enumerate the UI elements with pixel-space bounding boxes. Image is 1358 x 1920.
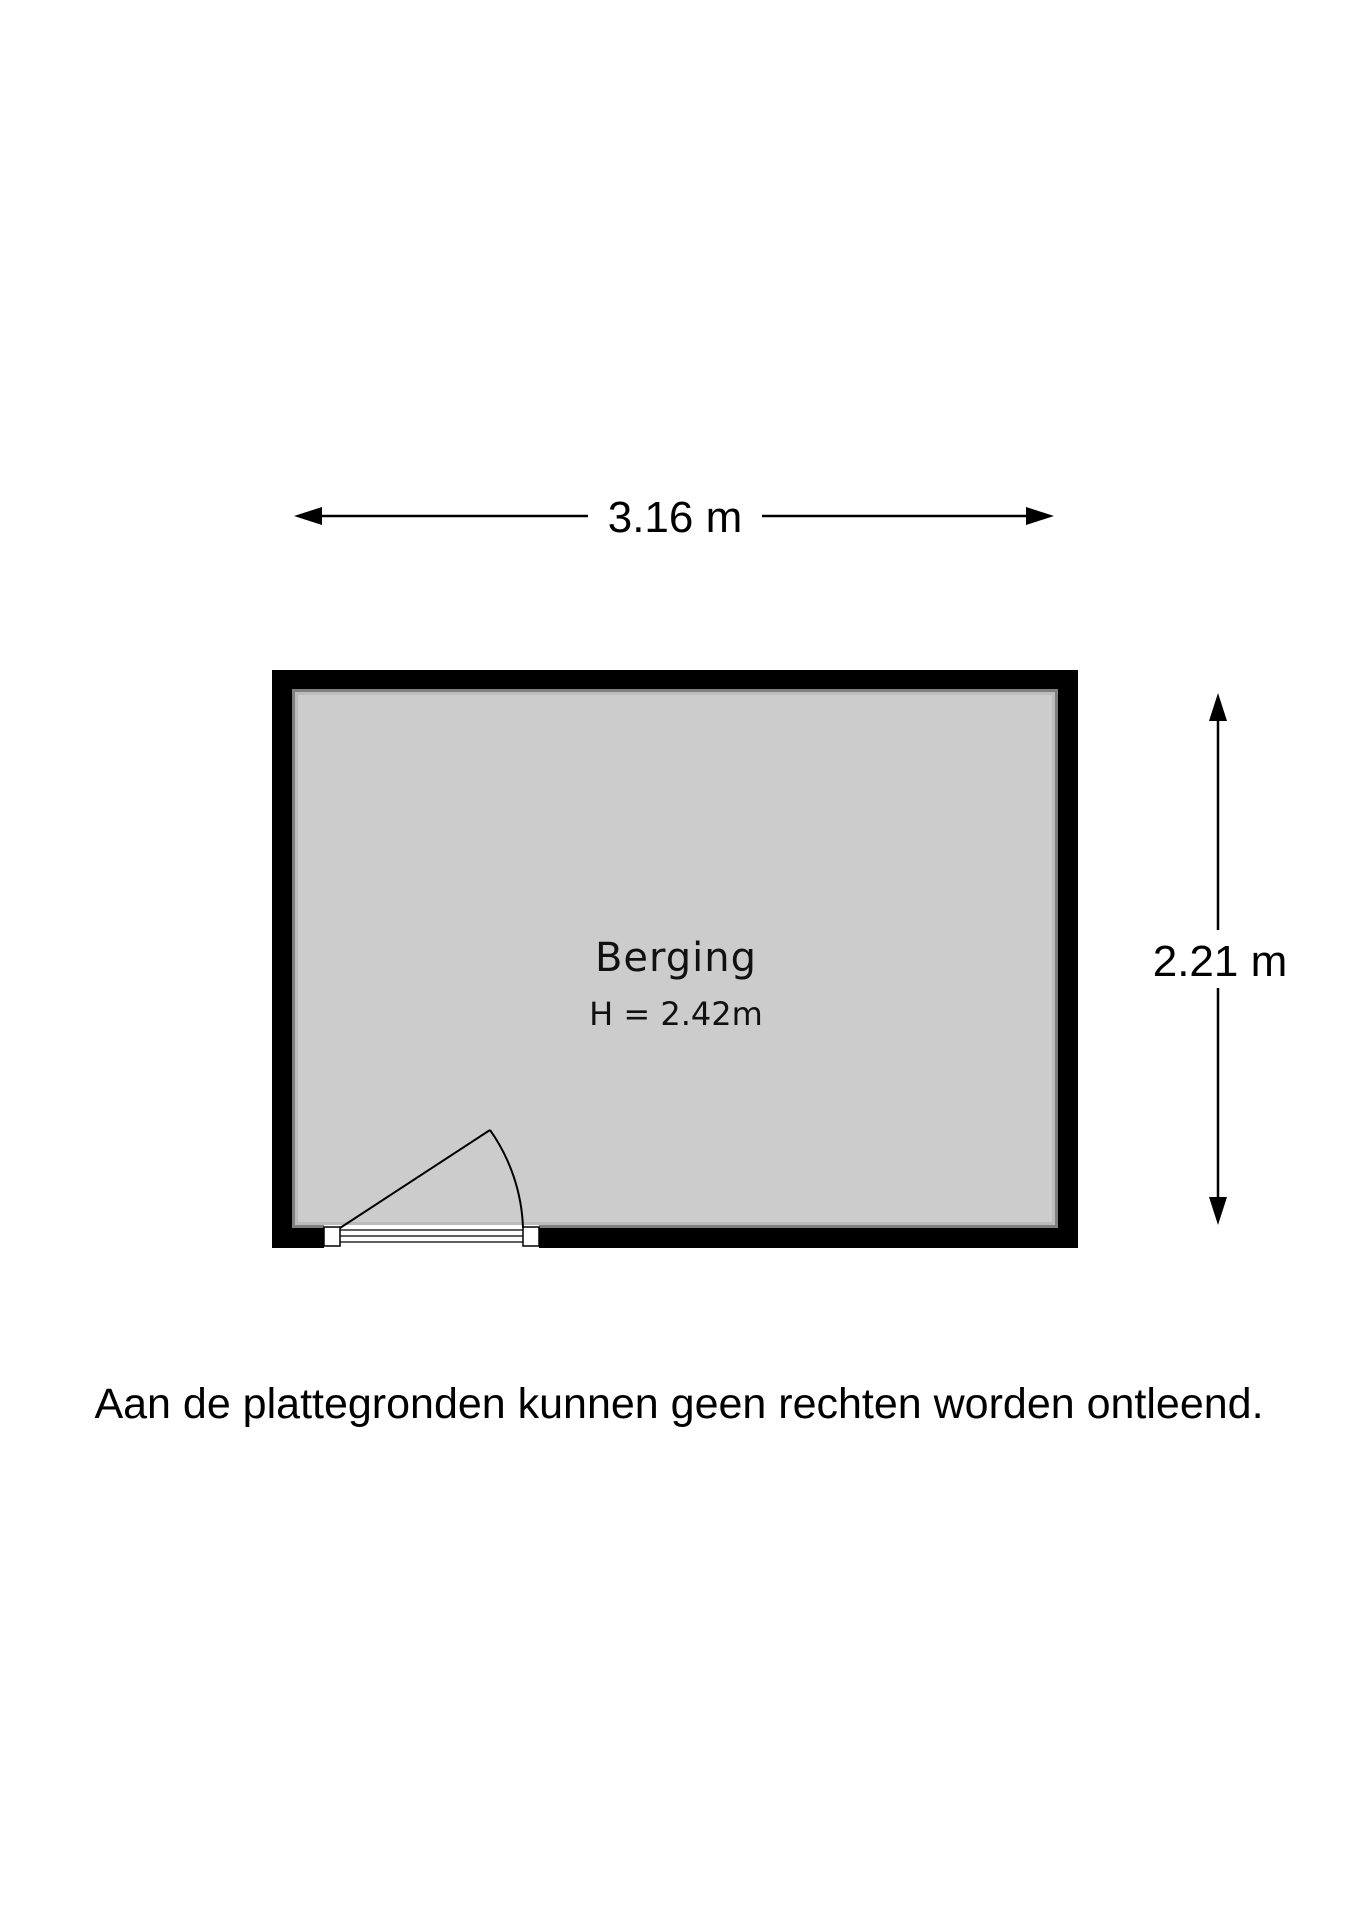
depth-dimension bbox=[1153, 693, 1288, 1225]
width-dimension-label: 3.16 m bbox=[607, 493, 743, 542]
arrow-up-icon bbox=[1209, 693, 1227, 721]
door-jamb-left bbox=[324, 1227, 340, 1246]
arrow-left-icon bbox=[294, 507, 322, 525]
room-height: H = 2.42m bbox=[589, 995, 763, 1033]
arrow-right-icon bbox=[1026, 507, 1054, 525]
width-dimension bbox=[294, 493, 1054, 542]
depth-dimension-label: 2.21 m bbox=[1152, 937, 1288, 986]
door-jamb-right bbox=[523, 1227, 539, 1246]
arrow-down-icon bbox=[1209, 1197, 1227, 1225]
room-name: Berging bbox=[594, 935, 758, 981]
disclaimer-text: Aan de plattegronden kunnen geen rechten worden ontleend. bbox=[94, 1380, 1264, 1428]
